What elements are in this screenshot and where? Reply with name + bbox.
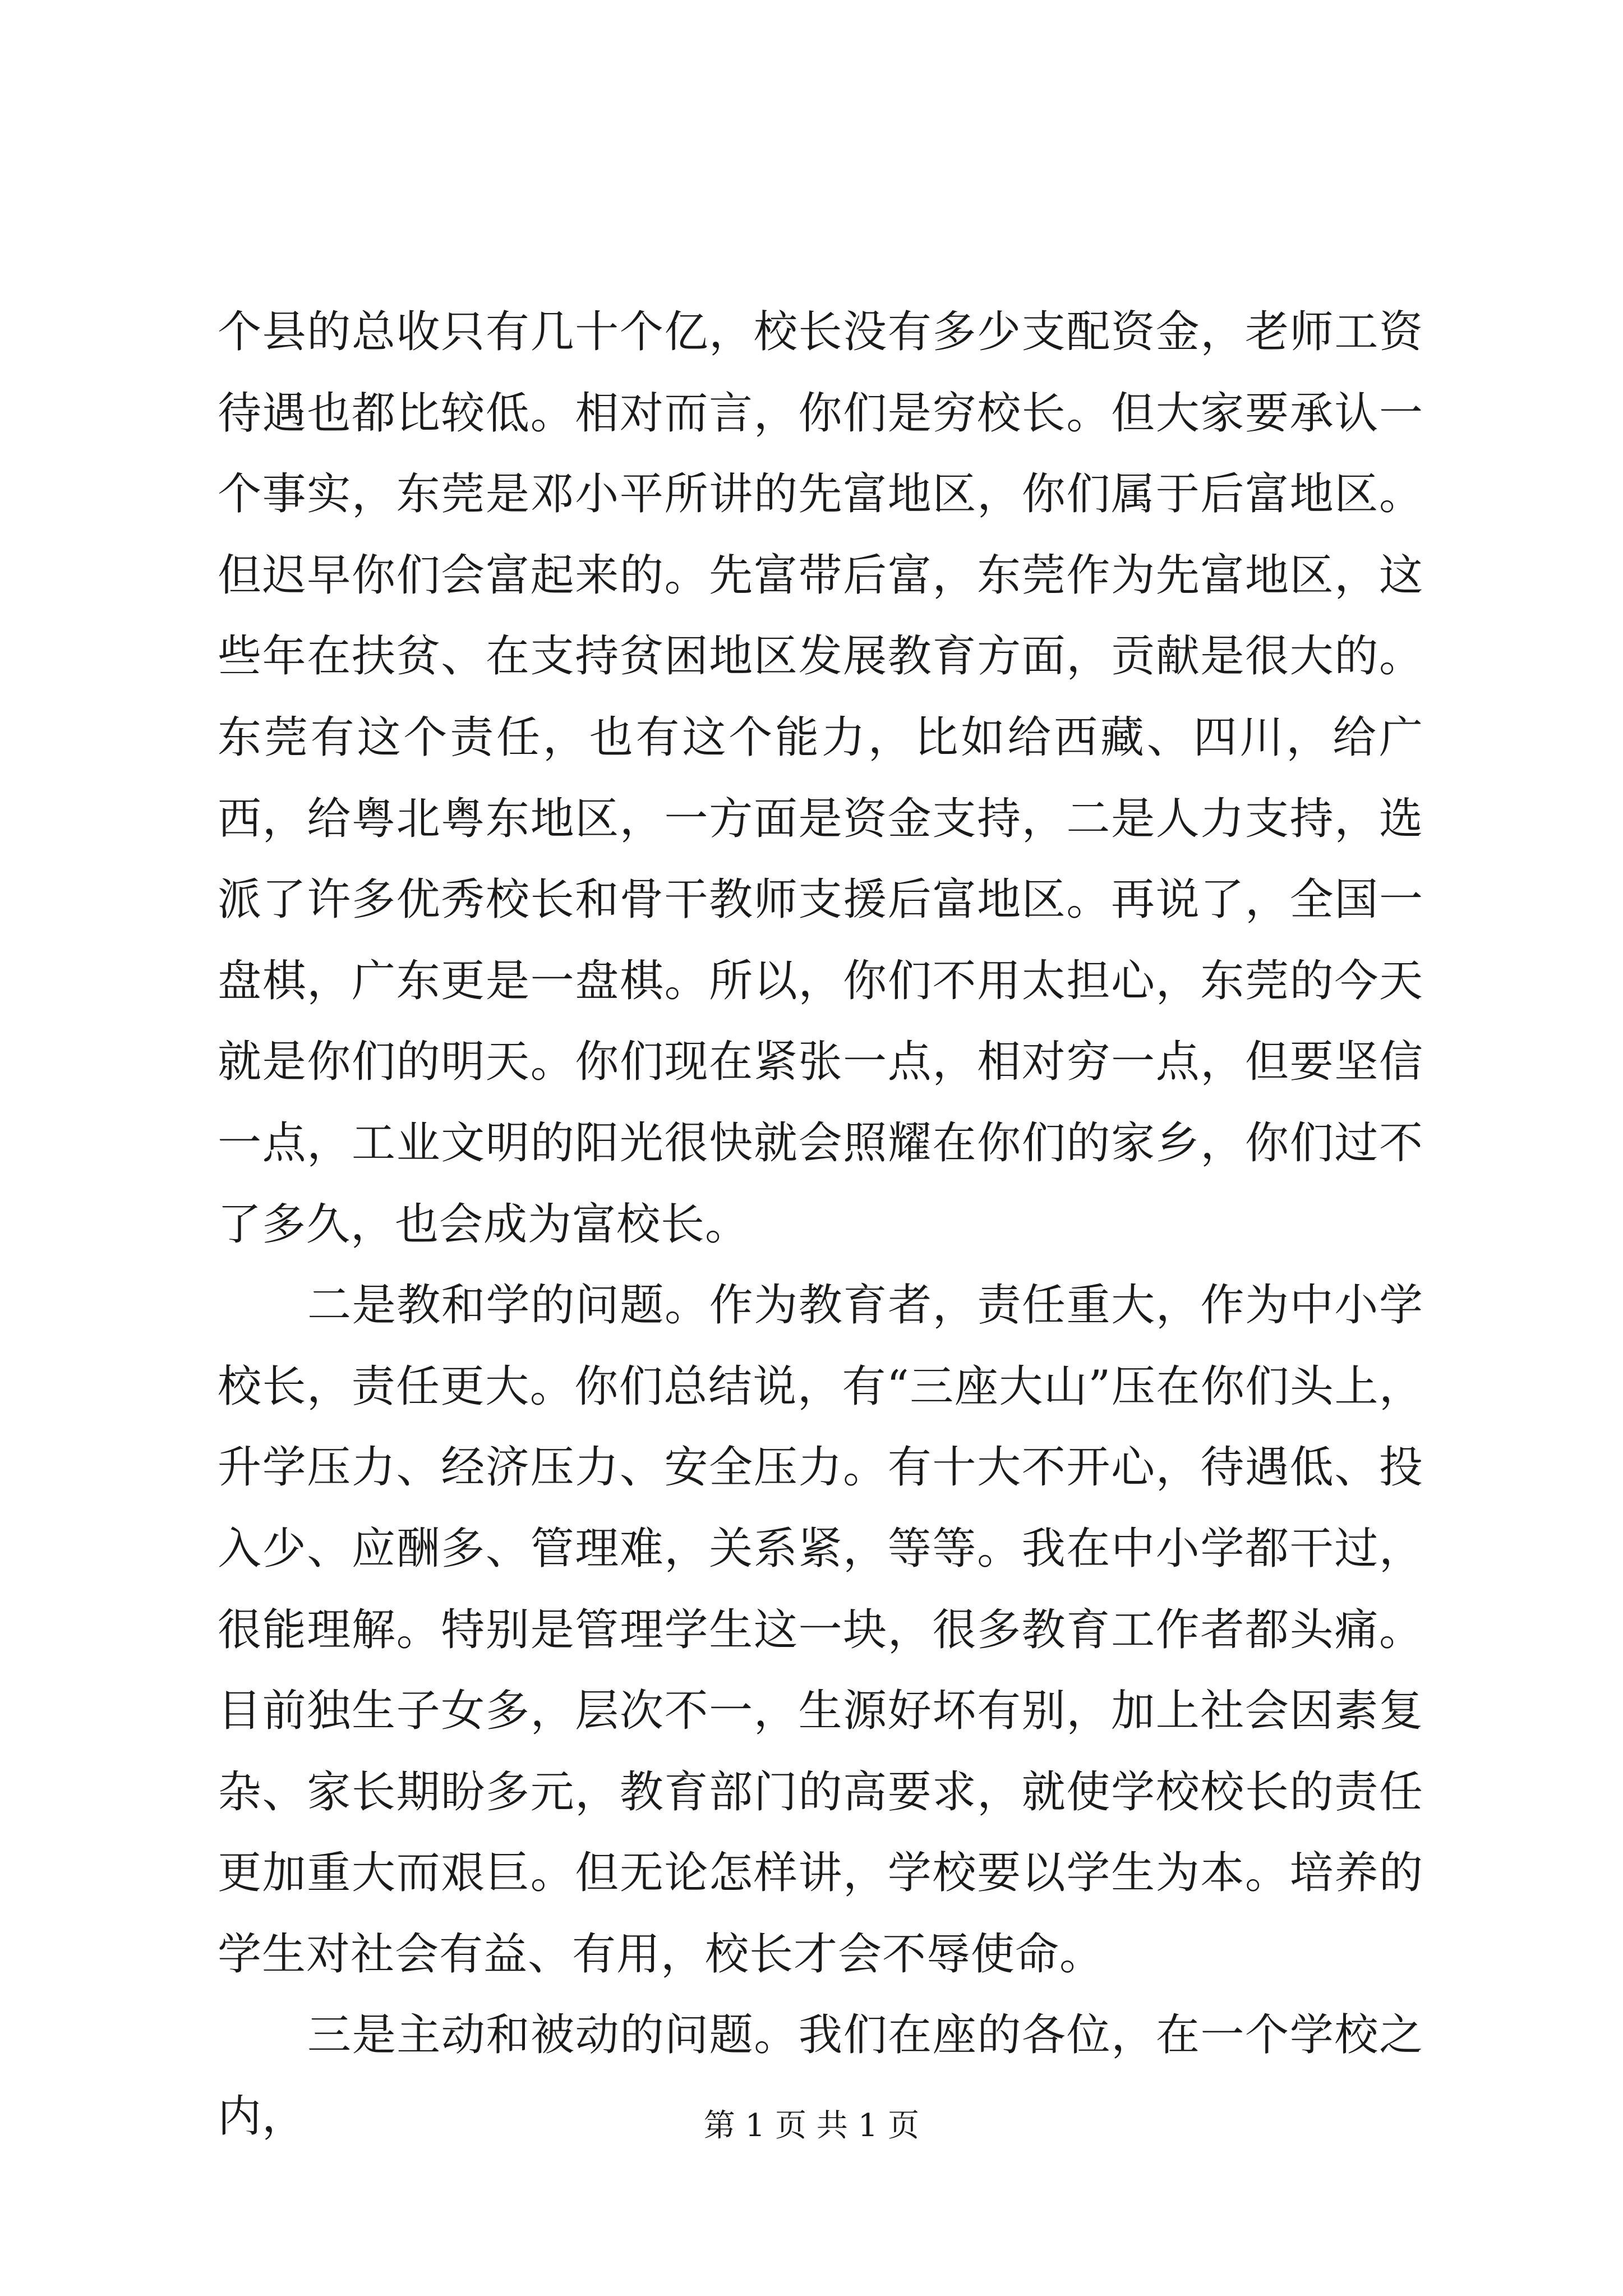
document-body [218,292,1423,2157]
page-footer: 第 1 页 共 1 页 [703,2108,920,2144]
paragraph-1: 个县的总收只有几十个亿，校长没有多少支配资金，老师工资待遇也都比较低。相对而言，你们是穷校长。但大家要承认一个事实，东莞是邓小平所讲的先富地区，你们属于后富地区。但迟早你们会富起来的。先富带后富，东莞作为先富地区，这些年在扶贫、在支持贫困地区发展教育方面，贡献是很大的。东莞有这个责任，也有这个能力，比如给西藏、四川，给广西，给粤北粤东地区，一方面是资金支持，二是人力支持，选派了许多优秀校长和骨干教师支援后富地区。再说了，全国一盘棋，广东更是一盘棋。所以，你们不用太担心，东莞的今天就是你们的明天。你们现在紧张一点，相对穷一点，但要坚信一点，工业文明的阳光很快就会照耀在你们的家乡，你们过不了多久，也会成为富校长。 [218,307,1423,1250]
paragraph-3: 三是主动和被动的问题。我们在座的各位，在一个学校之内， [218,2010,1423,2142]
paragraph-2: 二是教和学的问题。作为教育者，责任重大，作为中小学校长，责任更大。你们总结说，有“三座大山”压在你们头上，升学压力、经济压力、安全压力。有十大不开心，待遇低、投入少、应酬多、管理难，关系紧，等等。我在中小学都干过，很能理解。特别是管理学生这一块，很多教育工作者都头痛。目前独生子女多，层次不一，生源好坏有别，加上社会因素复杂、家长期盼多元，教育部门的高要求，就使学校校长的责任更加重大而艰巨。但无论怎样讲，学校要以学生为本。培养的学生对社会有益、有用，校长才会不辱使命。 [218,1280,1423,1980]
